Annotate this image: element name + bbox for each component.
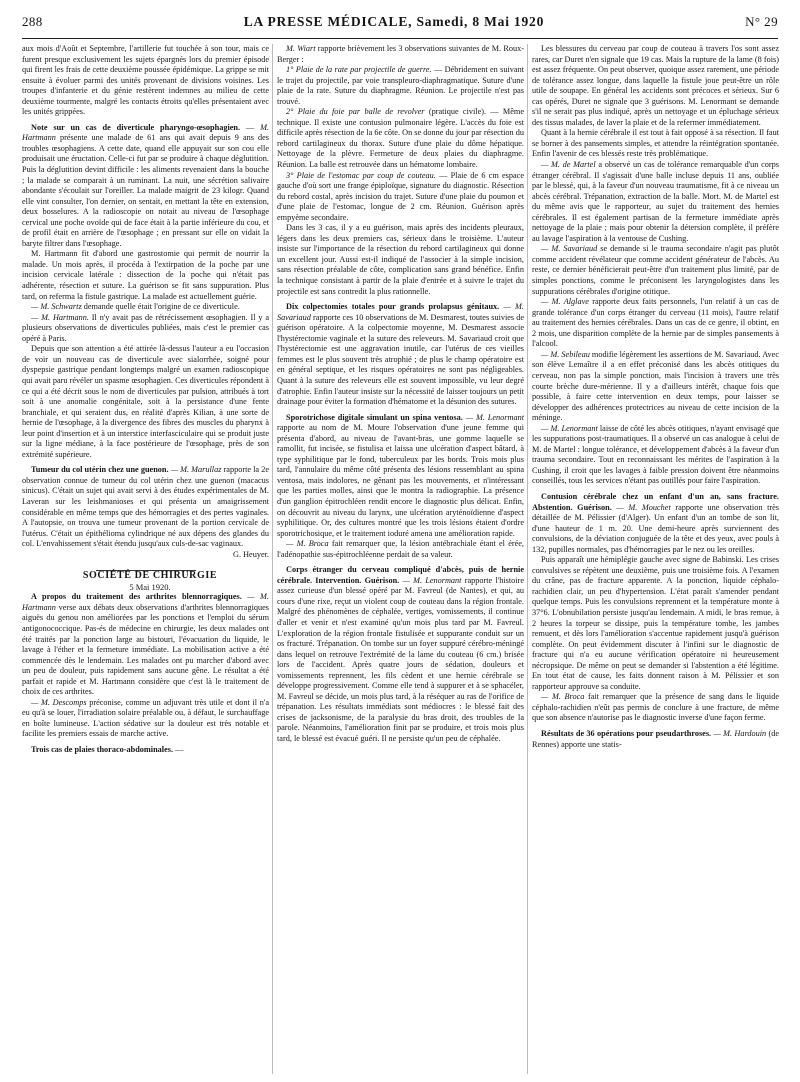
article-heading: Note sur un cas de diverticule pharyngo-œsophagien. bbox=[31, 122, 241, 132]
paragraph bbox=[532, 350, 779, 424]
author-name: — M. Savariaud bbox=[277, 302, 524, 322]
column-middle bbox=[277, 44, 524, 1076]
paragraph-text: rapporte deux faits personnels, l'un relatif à un cas de grande tolérance d'un corps étranger du cerveau (11 mois), l'autre relatif au traitement des hernies cérébrales. Dans un cas de ce genre, il obtint, en 2 mois, une disparition complète de la hernie par de simples pansements à l'alcool. bbox=[532, 297, 779, 349]
author-name: M. Wiart bbox=[286, 44, 316, 53]
author-name: — M. Lenormant bbox=[402, 575, 462, 585]
article-diverticule: Note sur un cas de diverticule pharyngo-œsophagien. — M. Hartmann présente une malade de 61 ans qui avait depuis 9 ans des troubles œsophagiens. A cette date, quand elle appuyait sur son cou elle produisait une éructation. Celle-ci fut par se produire à chaque déglutition. Puis la déglutition devint difficile : les aliments revenaient dans la bouche ; la malade se comparait à un ruminant. La nuit, une sécrétion salivaire abondante s'écoulait sur l'oreiller. La malade maigrit de 23 kilogr. Quand elle vint consulter, l'on dernier, on sentait, en mettant la tête en extension, deux bosselures. A la radioscopie on notait au niveau de l'œsophage cervical une poche ovoïde qui de face était à la partie inférieure du cou, et de profil était en arrière de l'œsophage ; en pressant sur elle on vidait la baryte filtrer dans l'œsophage. bbox=[22, 122, 269, 248]
paragraph bbox=[277, 539, 524, 560]
paragraph-text: présente une malade de 61 ans qui avait depuis 9 ans des troubles œsophagiens. A cette date, quand elle appuyait sur son cou elle produisait une éructation. Celle-ci fut par se produire à chaque déglutition. Puis la déglutition devint difficile : les aliments revenaient dans la bouche ; la malade se comparait à un ruminant. La nuit, une sécrétion salivaire abondante s'écoulait sur l'oreiller. La malade maigrit de 23 kilogr. Quand elle vint consulter, l'on dernier, on sentait, en mettant la tête en extension, deux bosselures. A la radioscopie on notait au niveau de l'œsophage cervical une poche ovoïde qui de face était à la partie inférieure du cou, et de profil était en arrière de l'œsophage ; en pressant sur elle on vidait la baryte filtrer dans l'œsophage. bbox=[22, 133, 269, 248]
article-heading: Tumeur du col utérin chez une guenon. bbox=[31, 465, 169, 475]
article-heading: Résultats de 36 opérations pour pseudarthroses. bbox=[541, 729, 712, 738]
author-name: — M. Schwartz bbox=[31, 302, 82, 312]
paragraph-text: rapporte brièvement les 3 observations suivantes de M. Roux-Berger : bbox=[277, 44, 524, 64]
author-name: — M. Marullaz bbox=[170, 465, 222, 475]
society-date: 5 Mai 1920. bbox=[129, 581, 171, 592]
paragraph-text: rapporte une observation très détaillée de M. Pélissier (d'Alger). Un enfant d'un an tombe de son lit, d'une hauteur de 1 m. 20. Une demi-heure après surviennent des convulsions, de la déviation conjuguée de la tête et des yeux, avec pouls à 132, pupilles normales, pas d'hémorragies par le nez ou les oreilles. bbox=[532, 502, 779, 554]
paragraph bbox=[532, 160, 779, 244]
paragraph-text: (pratique civile). — Même technique. Il existe une contusion pulmonaire légère. L'accès du foie est difficile après résection de la 6e côte. On se donne du jour par résection du rebord cartilagineux du thorax. Suture d'une plaie du dôme hépatique. Nettoyage de la plèvre. Fermeture de deux plaies du diaphragme. Réunion. La balle est retrouvée dans un hématome lombaire. bbox=[277, 107, 524, 170]
case-title: 2° Plaie du foie par balle de revolver bbox=[286, 107, 425, 117]
case-title: 3° Plaie de l'estomac par coup de couteau. bbox=[286, 170, 436, 180]
article-heading: Corps étranger du cerveau compliqué d'abcès, puis de hernie cérébrale. Intervention. Guérison. bbox=[277, 565, 524, 585]
article-heading: Sporotrichose digitale simulant un spina ventosa. bbox=[286, 412, 463, 422]
column-divider bbox=[272, 44, 273, 1074]
paragraph-text: rapporte la 2e observation connue de tumeur du col utérin chez une guenon (macacus sinicus). C'était un sujet qui avait servi à des études expérimentales de M. Laveran sur les leishmanioses et qui présenta un amaigrissement considérable en même temps que des hémorragies et des pertes vaginales. A l'autopsie, on trouva une tumeur provenant de la portion cervicale de l'utérus. C'était un épithélioma cylindrique né aux dépens des glandes du col. L'envahissement s'était étendu jusqu'aux culs-de-sac vaginaux. bbox=[22, 465, 269, 549]
header-rule bbox=[22, 38, 778, 39]
article-colpectomies bbox=[277, 302, 524, 407]
paragraph-text: (de Rennes) apporte une statis- bbox=[532, 729, 779, 749]
paragraph bbox=[532, 297, 779, 350]
author-name: — M. Mouchet bbox=[616, 502, 671, 512]
page-number: 288 bbox=[22, 14, 43, 29]
article-heading: Contusion cérébrale chez un enfant d'un an, sans fracture. Abstention. Guérison. bbox=[532, 491, 779, 512]
article-heading: Trois cas de plaies thoraco-abdominales. bbox=[31, 745, 174, 754]
article-heading: A propos du traitement des arthrites blennorragiques. bbox=[31, 592, 242, 602]
article-tumeur bbox=[22, 465, 269, 549]
paragraph bbox=[532, 244, 779, 297]
paragraph-text: fait remarquer que la présence de sang dans le liquide céphalo-rachidien n'eût pas permis de conclure à une fracture, de même que son absence n'autorise pas le diagnostic inverse d'une façon ferme. bbox=[532, 692, 779, 723]
paragraph bbox=[277, 171, 524, 224]
society-heading: SOCIÉTÉ DE CHIRURGIE bbox=[82, 570, 218, 582]
paragraph-text: rapporte ces 10 observations de M. Desmarest, toutes suivies de guérison opératoire. A la colpectomie moyenne, M. Desmarest associe l'hystérectomie vaginale et la suture des releveurs. M. Savariaud croit que l'hystérectomie est une aggravation inutile, car l'utérus de ces vieilles femmes est le plus souvent très atrophié ; de plus le champ opératoire est en général septique, et les risques opératoires ne sont pas négligeables. Quant à la suture des releveurs elle est souvent impossible, vu leur degré d'atrophie. Enfin l'auteur insiste sur la nécessité de laisser toujours un petit drainage pour éviter la formation d'hématome et la désunion des sutures. bbox=[277, 312, 524, 407]
paragraph-text: se demande si le trauma secondaire n'agit pas plutôt comme accident révélateur que comme accident générateur de l'abcès. Au reste, ce dernier bénéficierait peut-être d'un traitement plus limité, par de simples ponctions, comme le préconisent les laryngologistes dans les suppurations cérébrales d'origine otitique. bbox=[532, 244, 779, 296]
author-name: M. Hartmann bbox=[22, 122, 269, 143]
paragraph: M. Hartmann fit d'abord une gastrostomie qui permit de nourrir la malade. Un mois après, il procéda à l'extirpation de la poche par une incision cervicale latérale : dissection de la poche qui n'était pas adhérente, résection et suture. La guérison se fit sans suppuration. Plus tard, on referma la fistule gastrique. La malade est actuellement guérie. bbox=[22, 249, 269, 301]
paragraph-text: préconise, comme un adjuvant très utile et dont il n'a eu qu'à se louer, l'irradiation solaire préalable ou, à défaut, le surchauffage en boîte lumineuse. L'action sédative sur la douleur est très notable et facilite les premiers essais de marche active. bbox=[22, 697, 269, 739]
paragraph-text: rapporte l'histoire assez curieuse d'un blessé opéré par M. Favreul (de Nantes), et qui, au cours d'une rixe, reçut un violent coup de couteau dans la région frontale. Malgré des phénomènes de céphalée, vertiges, vomissements, il continue d'aller et venir et n'est examiné qu'un mois plus tard par M. Favreul. L'exploration de la région frontale fistulisée et suppurante conduit sur un os fracturé. Trépanation. On tombe sur un foyer suppuré cérébro-méningé dans lequel on retrouve l'extrémité de la lame du couteau (6 cm.) brisée lors de l'accident. Après quatre jours de sédation, douleurs et vomissements reprennent, les fils cèdent et une hernie cérébrale se développe progressivement. Comme elle tend à suppurer et à se sphacéler, M. Favreul se décide, un mois plus tard, à la réséquer au ras de l'orifice de trépanation. Les résultats immédiats sont médiocres : le blessé fait des crises de jacksonisme, de la paralysie du bras droit, des troubles de la parole. Néanmoins, l'amélioration finit par se produire, et trois mois plus tard, le blessé est évacué guéri. Il ne persiste qu'un peu de céphalée. bbox=[277, 575, 524, 743]
author-name: — M. de Martel bbox=[541, 160, 596, 170]
issue-number: N° 29 bbox=[745, 14, 778, 29]
column-left bbox=[22, 44, 269, 1076]
author-name: — M. Lenormant bbox=[465, 412, 524, 422]
article-arthrites bbox=[22, 592, 269, 697]
author-name: — M. Sebileau bbox=[541, 349, 590, 359]
paragraph: Puis apparaît une hémiplégie gauche avec signe de Babinski. Les crises convulsives se répètent une deuxième, puis une troisième fois. A l'examen du crâne, pas de fracture apparente. A la ponction, liquide céphalo-rachidien clair, un peu d'hypertension. L'état paraît s'amender pendant quelque temps. Puis les convulsions reprennent et la température monte à 37°6. L'obnubilation persiste jusqu'au lendemain. A midi, le bras remue, à 2 heures la torpeur se dissipe, puis la température tombe, les jambes remuent, et dès lors l'amélioration s'accentue rapidement jusqu'à guérison complète. On peut évidemment discuter à l'infini sur le diagnostic de fracture qui n'a eu aucune vérification opératoire ni heureusement nécropsique. De même on peut se demander si l'abstention a été légitime. En tout état de cause, les faits donnent raison à M. Pélissier et son rapporteur approuve sa conduite. bbox=[532, 555, 779, 691]
author-name: — M. Hartmann bbox=[22, 592, 269, 612]
column-right bbox=[532, 44, 779, 1076]
paragraph-text: demande quelle était l'origine de ce diverticule. bbox=[81, 302, 240, 312]
paragraph bbox=[532, 692, 779, 724]
author-name: — M. Broca bbox=[541, 692, 585, 702]
journal-title: LA PRESSE MÉDICALE, Samedi, 8 Mai 1920 bbox=[243, 14, 545, 29]
paragraph-text: verse aux débats deux observations d'arthrites blennorragiques aiguës du genou non améliorées par les ponctions et l'emploi du sérum antigonococcique. Pas-és de médecine en chirurgie, les deux malades ont été traités par la ponction large au bistouri, l'évacuation du liquide, le lavage à l'éther et la fermeture immédiate. La mobilisation active a été commencée dès le lendemain. Les malades ont pu marcher d'abord avec un peu de douleur, puis rapidement sans aucune gêne. Le résultat a été parfait et rapide et M. Hartmann considère que c'est là le traitement de choix de ces arthrites. bbox=[22, 602, 269, 697]
paragraph-text: fait remarquer que, la lésion antébrachiale étant el érée, l'adénopathie sus-épitrochléenne perdait de sa valeur. bbox=[277, 539, 524, 559]
article-corps-etranger bbox=[277, 565, 524, 744]
paragraph bbox=[277, 107, 524, 170]
paragraph bbox=[22, 302, 269, 313]
article-contusion bbox=[532, 492, 779, 555]
paragraph-text: — Débridement en suivant le trajet du projectile, par voie transpleuro-diaphragmatique. Suture d'une plaie de la rate. Suture du diaphragme. Réunion. Le projectile n'est pas trouvé. bbox=[277, 65, 524, 106]
paragraph bbox=[277, 44, 524, 65]
paragraph bbox=[22, 698, 269, 740]
article-heading: Dix colpectomies totales pour grands prolapsus génitaux. bbox=[286, 302, 500, 312]
paragraph: Depuis que son attention a été attirée là-dessus l'auteur a eu l'occasion de voir un nouveau cas de diverticule avec sialorrhée, soigné pour dyspepsie gastrique pendant longtemps malgré un examen radioscopique qui avait paru révéler un spasme œsophagien. Ces diverticules répondent à ce qui a été décrit sous le nom de diverticules par pulsion, attribués à tort soit à une anomalie congénitale, soit à la persistance d'une fente branchiale, et qui seraient dus, en réalité d'après Kilian, à une sorte de hernie de l'œsophage, à la divergence des fibres des muscles du pharynx à leur point d'insertion et à un interstice interfasciculaire qui se produit juste sur la ligne médiane, à la face postérieure de l'œsophage, près de son extrémité supérieure. bbox=[22, 344, 269, 459]
article-resultats bbox=[532, 729, 779, 750]
paragraph-text: laisse de côté les abcès otitiques, n'ayant envisagé que les suppurations post-traumatiques. Il a observé un cas analogue à celui de M. de Martel : longue tolérance, et développement d'abcès à la faveur d'un trauma secondaire. Tout en reconnaissant les mérites de l'aspiration à la Cushing, il croit que les lavages à faible pression doivent être néanmoins conseillés, tous les services n'étant pas outillés pour faire l'aspiration. bbox=[532, 423, 779, 486]
signature: G. Heuyer. bbox=[233, 549, 269, 559]
paragraph bbox=[22, 313, 269, 345]
paragraph: Les blessures du cerveau par coup de couteau à travers l'os sont assez rares, car Duret n'en signale que 19 cas. Mais la rupture de la lame (8 fois) est assez fréquente. On peut observer, quoique assez rarement, une période de tolérance assez longue, dans laquelle la fistule joue peut-être un rôle utile de soupape. En général les accidents sont précoces et sérieux. Sur 6 cas opérés, Duret ne signale que 3 guérisons. M. Lenormant se demande s'il ne serait pas plus indiqué, après un nettoyage et un épluchage sérieux des tissus malades, de laver la plaie et de la refermer immédiatement. bbox=[532, 44, 779, 127]
paragraph-text: rapporte au nom de M. Moure l'observation d'une jeune femme qui présenta d'abord, au niveau de l'avant-bras, une gomme laquelle se ramollit, fut incisée, se fistulisa et laissa une ulcération d'aspect bâtard, à type syphilitique par le fond, tuberculeux par les bords. Trois mois plus tard, l'annulaire du même côté présenta des lésions ressemblant au spina ventosa, mais indolores, ne gênant pas les mouvements, et n'intéressant que les parties molles, ainsi que le montra la radiographie. La présence d'un ganglion épitrochléen rendit encore le diagnostic plus délicat. Enfin, on découvrit au niveau du larynx, une ulcération aryténoïdienne d'aspect syphilitique. Or, des cultures montré que les trois lésions étaient d'ordre sporotrichosique, et le traitement ioduré amena une amélioration rapide. bbox=[277, 423, 524, 538]
page-header bbox=[22, 14, 778, 36]
paragraph bbox=[277, 65, 524, 107]
paragraph bbox=[532, 424, 779, 487]
author-name: — M. Lenormant bbox=[541, 423, 598, 433]
paragraph: aux mois d'Août et Septembre, l'artillerie fut touchée à son tour, mais ce furent presque exclusivement les sujets épargnés lors du premier épisode qui firent les frais de cette deuxième poussée épidémique. La grippe se mit ensuite à évoluer parmi des unités provenant de divisions voisines. Les troupes d'infanterie et du génie restèrent indemnes au milieu de cette deuxième tourmente, malgré les contacts étroits qu'elles présentaient avec les unités grippées. bbox=[22, 44, 269, 117]
author-name: — M. Descomps bbox=[31, 697, 87, 707]
case-title: 1° Plaie de la rate par projectile de guerre. bbox=[286, 65, 432, 75]
author-name: — M. Savariaud bbox=[541, 244, 598, 254]
paragraph-text: a observé un cas de tolérance remarquable d'un corps étranger cérébral. Il s'agissait d'une balle incluse depuis 11 ans, oubliée par le blessé, qui, à la faveur d'un nouveau traumatisme, fit à ce niveau un abcès cérébral. Trépanation, extraction de la balle. Mort. M. de Martel est du même avis que le rapporteur, au sujet du traitement des hernies cérébrales. Il est également partisan de la fermeture immédiate après nettoyage de la plaie ; mais pour obtenir la détersion complète, il préfère au lavage l'aspiration à la ventouse de Cushing. bbox=[532, 160, 779, 243]
author-name: — M. Broca bbox=[286, 539, 329, 549]
paragraph-text: modifie légèrement les assertions de M. Savariaud. Avec son élève Lemaître il a en effet préconisé dans les abcès otitiques du cerveau, non pas la simple ponction, mais l'incision à travers une très courte brèche dure-mérienne. Il y a d'ailleurs intérêt, chaque fois que possible, à faire cette intervention en deux temps, pour laisser se développer des adhérences protectrices au niveau de cette incision de la méninge. bbox=[532, 349, 779, 423]
paragraph-text: — Plaie de 6 cm espace gauche d'où sort une frange épiploïque, signature du diagnostic. Résection du rebord costal, après incision du trajet. Suture d'une plaie du poumon et d'une plaie de l'estomac, longue de 2 cm. Réunion. Guérison après empyème secondaire. bbox=[277, 170, 524, 222]
column-divider bbox=[527, 44, 528, 1074]
author-name: — M. Hartmann. bbox=[31, 312, 89, 322]
article-plaies: Trois cas de plaies thoraco-abdominales. — bbox=[31, 745, 184, 754]
paragraph: Quant à la hernie cérébrale il est tout à fait opposé à sa résection. Il faut se borner à des pansements simples, et attendre la réintégration spontanée. Enfin l'avenir de ces blessés reste très problématique. bbox=[532, 128, 779, 159]
author-name: — M. Alglave bbox=[541, 297, 589, 307]
paragraph: Dans les 3 cas, il y a eu guérison, mais après des incidents pleuraux, légers dans les deux premiers cas, sérieux dans le troisième. L'auteur insiste sur l'importance de la résection du rebord cartilagineux qui donne un excellent jour. Aussi est-il indiqué de l'associer à la simple incision, sans résection préalable de côte, complication sans grand bénéfice. Enfin la technique consistant à partir de la plaie d'entrée et à suivre le trajet du projectile est sans contredit la plus rationnelle. bbox=[277, 223, 524, 296]
paragraph-text: Il n'y avait pas de rétrécissement œsophagien. Il y a plusieurs observations de diverticules publiées, mais c'est le premier cas opéré à Paris. bbox=[22, 312, 269, 343]
article-sporotrichose bbox=[277, 413, 524, 540]
author-name: — M. Hardouin bbox=[713, 729, 767, 738]
